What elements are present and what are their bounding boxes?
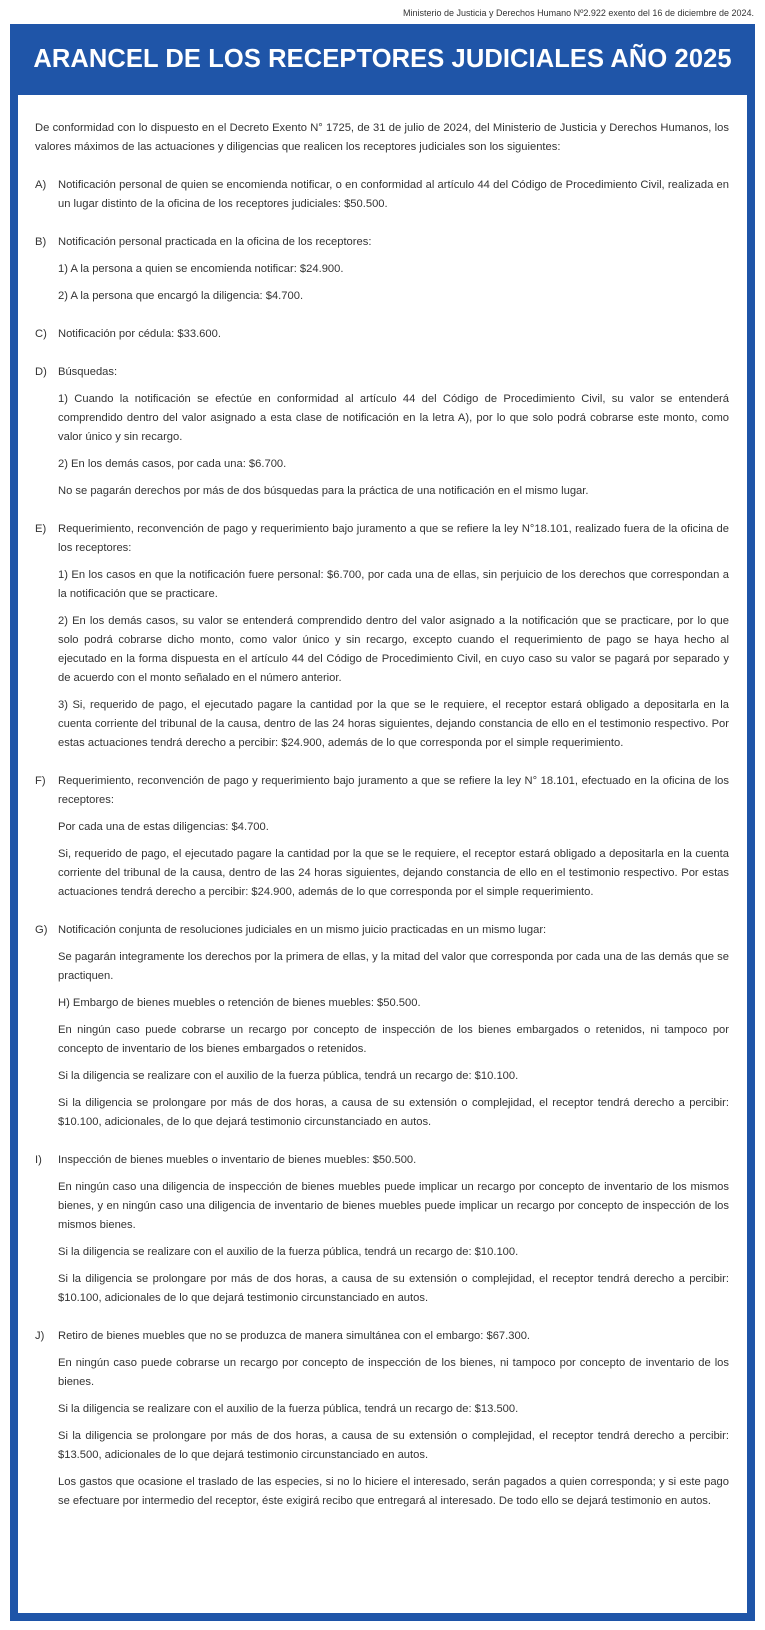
section-heading — [35, 325, 729, 344]
section-heading — [35, 921, 729, 940]
section-item: En ningún caso una diligencia de inspección de bienes muebles puede implicar un recargo por concepto de inventario de los mismos bienes, y en ningún caso una diligencia de inventario de bienes muebles puede implicar un recargo por concepto de inspección de los mismos bienes. — [58, 1181, 729, 1231]
section-item: Por cada una de estas diligencias: $4.700. — [58, 821, 269, 833]
section-heading-text: Inspección de bienes muebles o inventario de bienes muebles: $50.500. — [58, 1154, 417, 1166]
tariff-sections — [35, 176, 729, 1511]
section-letter: C) — [35, 328, 47, 340]
section-letter: A) — [35, 179, 47, 191]
section-letter: I) — [35, 1154, 42, 1166]
section-heading-text: Requerimiento, reconvención de pago y requerimiento bajo juramento a que se refiere la ley N°18.101, realizado fuera de la oficina de los receptores: — [58, 523, 729, 554]
section-item: Los gastos que ocasione el traslado de las especies, si no lo hiciere el interesado, serán pagados a quien corresponda; y si este pago se efectuare por intermedio del receptor, éste exigirá recibo que entregará al interesado. De todo ello se dejará testimonio en autos. — [58, 1476, 729, 1507]
tariff-section — [35, 363, 729, 501]
section-item: En ningún caso puede cobrarse un recargo por concepto de inspección de los bienes, ni tampoco por concepto de inventario de los bienes. — [58, 1357, 729, 1388]
section-item: No se pagarán derechos por más de dos búsquedas para la práctica de una notificación en el mismo lugar. — [58, 485, 589, 497]
section-item: 3) Si, requerido de pago, el ejecutado pagare la cantidad por la que se le requiere, el receptor estará obligado a depositarla en la cuenta corriente del tribunal de la causa, dentro de las 24 horas siguientes, dejando constancia de ello en el testimonio respectivo. Por estas actuaciones tendrá derecho a percibir: $24.900, además de lo que corresponda por el simple requerimiento. — [58, 699, 729, 749]
section-item: 2) A la persona que encargó la diligencia: $4.700. — [58, 290, 304, 302]
content-panel — [18, 95, 747, 1613]
decree-reference-note: Ministerio de Justicia y Derechos Humano Nº2.922 exento del 16 de diciembre de 2024. — [403, 8, 754, 18]
section-heading — [35, 233, 729, 252]
section-heading — [35, 363, 729, 382]
section-item: Si la diligencia se realizare con el auxilio de la fuerza pública, tendrá un recargo de: $13.500. — [58, 1403, 519, 1415]
section-item: Si la diligencia se prolongare por más de dos horas, a causa de su extensión o complejidad, el receptor tendrá derecho a percibir: $10.100, adicionales de lo que dejará testimonio circunstanciado en autos. — [58, 1273, 729, 1304]
tariff-section — [35, 921, 729, 1132]
section-heading — [35, 1327, 729, 1346]
section-item: En ningún caso puede cobrarse un recargo por concepto de inspección de los bienes embargados o retenidos, ni tampoco por concepto de inventario de los bienes embargados o retenidos. — [58, 1024, 729, 1055]
section-item: H) Embargo de bienes muebles o retención de bienes muebles: $50.500. — [58, 997, 421, 1009]
section-heading-text: Notificación personal practicada en la oficina de los receptores: — [58, 236, 372, 248]
tariff-section — [35, 1327, 729, 1511]
tariff-section — [35, 772, 729, 902]
section-item: Si la diligencia se prolongare por más de dos horas, a causa de su extensión o complejidad, el receptor tendrá derecho a percibir: $10.100, adicionales, de lo que dejará testimonio circunstanciado en autos. — [58, 1097, 729, 1128]
section-letter: D) — [35, 366, 47, 378]
tariff-section — [35, 176, 729, 214]
tariff-section — [35, 520, 729, 753]
section-heading-text: Notificación personal de quien se encomienda notificar, o en conformidad al artículo 44 del Código de Procedimiento Civil, realizada en un lugar distinto de la oficina de los receptores judiciales: $50.500. — [58, 179, 729, 210]
section-item: Si, requerido de pago, el ejecutado pagare la cantidad por la que se le requiere, el receptor estará obligado a depositarla en la cuenta corriente del tribunal de la causa, dentro de las 24 horas siguientes, dejando constancia de ello en el testimonio respectivo. Por estas actuaciones tendrá derecho a percibir: $24.900, además de lo que corresponda por el simple requerimiento. — [58, 848, 729, 898]
section-heading-text: Retiro de bienes muebles que no se produzca de manera simultánea con el embargo: $67.300. — [58, 1330, 531, 1342]
section-letter: F) — [35, 775, 46, 787]
section-letter: E) — [35, 523, 47, 535]
section-item: 1) En los casos en que la notificación fuere personal: $6.700, por cada una de ellas, sin perjuicio de los derechos que correspondan a la notificación que se practicare. — [58, 569, 729, 600]
tariff-section — [35, 1151, 729, 1308]
section-heading — [35, 520, 729, 558]
section-heading-text: Requerimiento, reconvención de pago y requerimiento bajo juramento a que se refiere la ley N° 18.101, efectuado en la oficina de los receptores: — [58, 775, 729, 806]
section-heading — [35, 1151, 729, 1170]
section-heading — [35, 772, 729, 810]
intro-paragraph: De conformidad con lo dispuesto en el Decreto Exento N° 1725, de 31 de julio de 2024, del Ministerio de Justicia y Derechos Humanos, los valores máximos de las actuaciones y diligencias que realicen los receptores judiciales son los siguientes: — [35, 122, 729, 153]
section-item: 2) En los demás casos, por cada una: $6.700. — [58, 458, 287, 470]
section-letter: J) — [35, 1330, 45, 1342]
section-item: Si la diligencia se prolongare por más de dos horas, a causa de su extensión o complejidad, el receptor tendrá derecho a percibir: $13.500, adicionales de lo que dejará testimonio circunstanciado en autos. — [58, 1430, 729, 1461]
section-item: 2) En los demás casos, su valor se entenderá comprendido dentro del valor asignado a la notificación que se practicare, por lo que solo podrá cobrarse dicho monto, como valor único y sin recargo, excepto cuando el requerimiento de pago se haya hecho al ejecutado en la forma dispuesta en el artículo 44 del Código de Procedimiento Civil, en cuyo caso su valor se pagará por separado y de acuerdo con el monto señalado en el número anterior. — [58, 615, 729, 684]
section-letter: G) — [35, 924, 48, 936]
title-banner — [10, 24, 755, 94]
section-heading-text: Búsquedas: — [58, 366, 118, 378]
tariff-section — [35, 233, 729, 306]
section-item: 1) Cuando la notificación se efectúe en conformidad al artículo 44 del Código de Procedimiento Civil, su valor se entenderá comprendido dentro del valor asignado a esta clase de notificación en la letra A), por lo que solo podrá cobrarse este monto, como valor único y sin recargo. — [58, 393, 729, 443]
section-heading — [35, 176, 729, 214]
page-title: ARANCEL DE LOS RECEPTORES JUDICIALES AÑO 2025 — [33, 44, 732, 73]
tariff-section — [35, 325, 729, 344]
section-item: Si la diligencia se realizare con el auxilio de la fuerza pública, tendrá un recargo de: $10.100. — [58, 1246, 519, 1258]
section-item: Si la diligencia se realizare con el auxilio de la fuerza pública, tendrá un recargo de: $10.100. — [58, 1070, 519, 1082]
document-frame — [10, 24, 755, 1621]
section-heading-text: Notificación por cédula: $33.600. — [58, 328, 221, 340]
section-letter: B) — [35, 236, 47, 248]
section-item: 1) A la persona a quien se encomienda notificar: $24.900. — [58, 263, 344, 275]
section-heading-text: Notificación conjunta de resoluciones judiciales en un mismo juicio practicadas en un mismo lugar: — [58, 924, 547, 936]
section-item: Se pagarán integramente los derechos por la primera de ellas, y la mitad del valor que corresponda por cada una de las demás que se practiquen. — [58, 951, 729, 982]
